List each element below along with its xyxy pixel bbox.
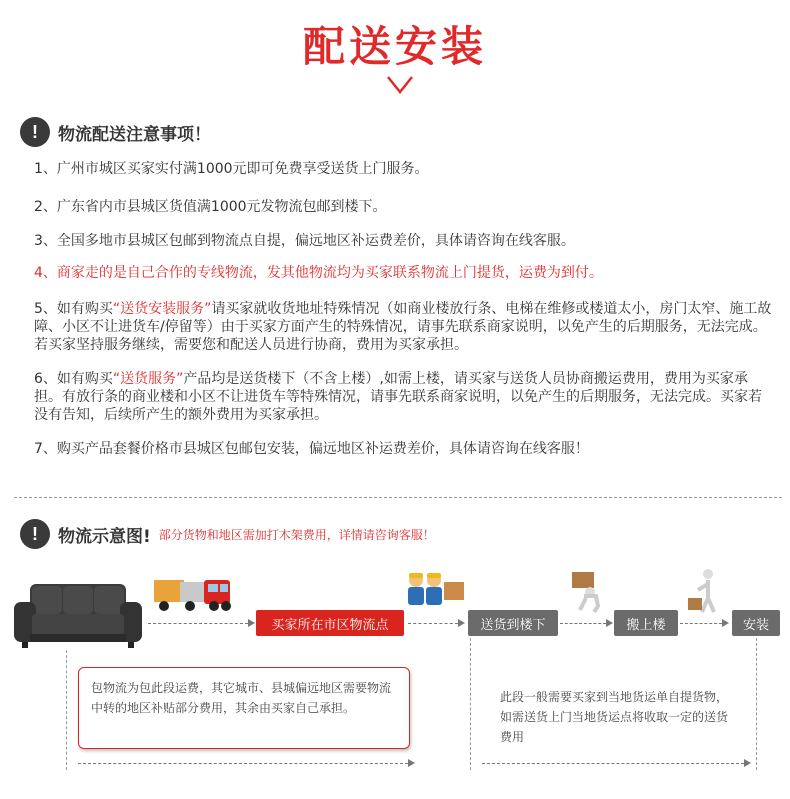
step-deliver-downstairs: 送货到楼下 — [468, 610, 558, 636]
notice-item-4: 4、商家走的是自己合作的专线物流，发其他物流均为买家联系物流上门提货，运费为到付。 — [34, 265, 603, 281]
divider-line — [66, 650, 67, 770]
notice-item-6-highlight: “送货服务” — [112, 371, 184, 387]
notice-item-5-highlight: “送货安装服务” — [112, 301, 212, 317]
notice-item-6-text: 产品均是送货楼下（不含上楼）,如需上楼，请买家与送货人员协商搬运费用，费用为买家承担。有放行条的商业楼和小区不让进货车等特殊情况，请事先联系商家说明，以免产生的后期服务，无法完成。买家若没有告知，后续所产生的额外费用为买家承担。 — [34, 371, 762, 423]
notice-heading-text: 物流配送注意事项！ — [58, 124, 211, 145]
flow-arrow — [680, 623, 722, 624]
bottom-arrow — [482, 763, 744, 764]
notice-heading — [20, 116, 211, 148]
chevron-down-icon — [386, 74, 414, 96]
diagram-heading-text: 物流示意图! — [58, 526, 151, 547]
section-divider — [14, 497, 782, 498]
workers-icon — [404, 570, 466, 608]
bottom-arrow — [78, 763, 408, 764]
notice-item-3: 3、全国多地市县城区包邮到物流点自提，偏远地区补运费差价，具体请咨询在线客服。 — [34, 233, 575, 249]
notice-item-5 — [34, 300, 774, 354]
page-title: 配送安装 — [302, 22, 487, 71]
arrow-head-icon — [722, 619, 729, 627]
arrow-head-icon — [458, 619, 465, 627]
left-info-box: 包物流为包此段运费，其它城市、县城偏远地区需要物流中转的地区补贴部分费用，其余由买家自己承担。 — [78, 667, 410, 749]
carrier-icon — [568, 570, 608, 614]
arrow-head-icon — [606, 619, 613, 627]
notice-item-5-prefix: 5、如有购买 — [34, 301, 113, 317]
flow-arrow — [148, 623, 248, 624]
sofa-icon — [12, 580, 144, 652]
step-city-logistics: 买家所在市区物流点 — [256, 610, 404, 636]
step-install: 安装 — [732, 610, 780, 636]
diagram-heading — [20, 518, 435, 550]
divider-line — [756, 638, 757, 770]
notice-item-7: 7、购买产品套餐价格市县城区包邮包安装，偏远地区补运费差价，具体请咨询在线客服！ — [34, 441, 589, 457]
notice-item-1: 1、广州市城区买家实付满1000元即可免费享受送货上门服务。 — [34, 161, 429, 177]
truck-icon — [152, 574, 234, 614]
step-carry-upstairs: 搬上楼 — [614, 610, 678, 636]
divider-line — [470, 638, 471, 770]
flow-arrow — [560, 623, 606, 624]
warning-icon: ! — [20, 117, 50, 147]
diagram-note: 部分货物和地区需加打木架费用，详情请咨询客服！ — [158, 527, 435, 542]
arrow-head-icon — [248, 619, 255, 627]
notice-item-6 — [34, 370, 774, 424]
notice-item-6-prefix: 6、如有购买 — [34, 371, 113, 387]
flow-arrow — [408, 623, 458, 624]
notice-item-5-text: 请买家就收货地址特殊情况（如商业楼放行条、电梯在维修或楼道太小，房门太窄、施工故障、小区不让进货车/停留等）由于买家方面产生的特殊情况，请事先联系商家说明，以免产生的后期服务，无法完成。若买家坚持服务继续，需要您和配送人员进行协商，费用为买家承担。 — [34, 301, 772, 353]
notice-item-2: 2、广东省内市县城区货值满1000元发物流包邮到楼下。 — [34, 199, 387, 215]
warning-icon: ! — [20, 519, 50, 549]
carrier-icon — [686, 568, 726, 614]
arrow-head-icon — [408, 759, 415, 767]
right-info-box: 此段一般需要买家到当地货运单自提货物，如需送货上门当地货运点将收取一定的送货费用 — [500, 690, 729, 744]
arrow-head-icon — [744, 759, 751, 767]
